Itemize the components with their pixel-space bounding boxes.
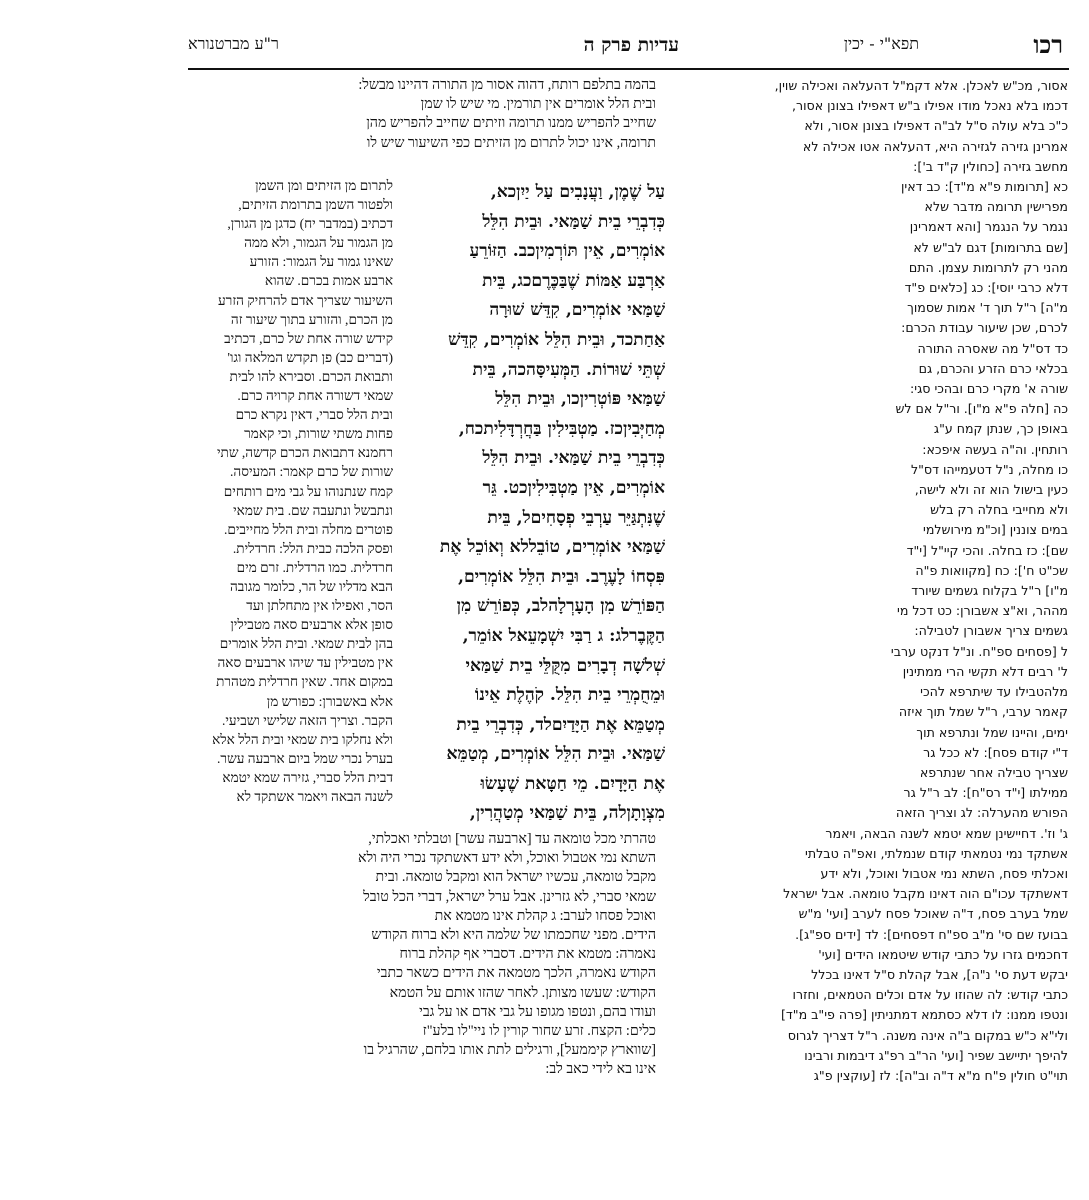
bartenura-line: לשנה הבאה ויאמר אשתקד לא [236,789,393,804]
bartenura-line: ובית הלל אומרים אין תורמין. מי שיש לו שמן [420,96,656,113]
bartenura-line: הקודש נאמרה, הלכך מטמאה את הידים כשאר כתבי [376,965,656,982]
mishnah-line: שְׁתֵּי שׁוּרוֹת. הַמְּעִיסָּהכה, בֵּית [472,359,665,380]
mishnah-line: הַקֶּבֶרלג: ג רַבִּי יִשְׁמָעֵאל אוֹמֵר, [462,625,665,646]
tiferes-line: ולא מחייבי בחלה רק בלש [930,502,1068,518]
tiferes-line: אמרינן גזירה לגזירה היא, דהעלאה אטו אכילה לא [802,138,1068,154]
tiferes-line: מ"ה] ר"ל תוך ד' אמות שסמוך [907,300,1068,316]
mishnah-line: מְחַיְּבִיןכז. מַטְבִּילִין בַּחֲרְדָּלִיתכח, [458,418,665,439]
tractate-title: עדיות פרק ה [583,34,679,56]
tiferes-line: כד דס"ל מה שאסרה התורה [917,340,1068,356]
mishnah-line: אַרְבַּע אַמּוֹת שֶׁבַּכֶּרֶםכג, בֵּית [482,270,665,291]
bartenura-line: ופסק הלכה כבית הלל: חרדלית. [232,540,393,556]
tiferes-line: כתבי קודש: לה שהוזו על אדם וכלים הטמאים, וחזרו [792,987,1068,1003]
bartenura-line: דכתיב (במדבר יח) כדגן מן הגורן, [227,216,393,232]
tiferes-line: דאשתקד עכו"ם הוה דאינו מקבל טומאה. אבל ישראל [783,886,1068,902]
bartenura-line: רחמנא דתבואת הכרם קדשה, שתי [216,445,393,461]
tiferes-line: דכמו בלא נאכל מודו אפילו ב"ש דאפילו בצונן אסור, [791,98,1068,114]
bartenura-line: בהן לבית שמאי. ובית הלל אומרים [219,636,393,652]
tiferes-line: ונטפו ממנו: לו דלא כסתמא דמתניתין [פרה פי"ב מ"ד] [781,1007,1068,1023]
bartenura-line: הבא מדליו של הר, כלומר מגובה [229,578,393,594]
bartenura-line: השתא נמי אטבול ואוכל, ולא ידע דאשתקד נכרי היה ולא [358,850,656,867]
mishnah-line: שְׁלשָׁה דְבָרִים מִקֻּלֵּי בֵית שַׁמַּאי [465,655,665,676]
mishnah-line: וּמֵחֻמְרֵי בֵית הִלֵּל. קֹהֶלֶת אֵינוֹ [474,685,665,706]
mishnah-line: אֶת הַיָּדָיִם. מֵי חַטָּאת שֶׁעָשׂוּ [480,773,665,794]
mishnah-line: עַל שֶׁמֶן, וַעֲנָבִים עַל יַיִןכא, [490,182,665,202]
mishnah-line: אוֹמְרִים, אֵין מַטְבִּילִיןכט. גֵּר [482,477,665,498]
bartenura-line: שורות של כרם קאמר: המעיסה. [230,464,393,480]
bartenura-line: טהרתי מכל טומאה עד [ארבעה עשר] וטבלתי ואכלתי, [368,831,656,847]
tiferes-line: באופן כך, שנתן קמח ע"ג [933,421,1068,437]
mishnah-line: הַפּוֹרֵשׁ מִן הָעָרְלָהלב, כְּפוֹרֵשׁ מִן [456,596,665,617]
bartenura-line: הקודש: שעשו מצותן. לאחר שהזו אותם על הטמא [389,984,656,1001]
bartenura-line: פחות משתי שורות, וכי קאמר [244,426,393,442]
commentary-label-bartenura: ר"ע מברטנורא [188,34,279,53]
mishnah-line: שַׁמַּאי פּוֹטְרִיןכו, וּבֵית הִלֵּל [495,389,665,410]
bartenura-line: שאינו גמור על הגמור: הזורע [249,254,393,270]
tiferes-line: רותחין. וה"ה בעשה איפכא: [922,441,1068,457]
tiferes-line: ואכלתי פסח, השתא נמי אטבול ואוכל, ולא ידע [820,865,1068,881]
tiferes-line: ל [פסחים ספ"ח. ונ"ל דנקט ערבי [890,643,1068,659]
bartenura-line: אין מטבילין עד שיהו ארבעים סאה [217,655,393,671]
bartenura-line: כלים: הקצח. זרע שחור קורין לו ניי"לו בלע"ז [422,1023,656,1040]
bartenura-line: מן הכרם, והזורע בתוך שיעור זה [230,311,393,327]
bartenura-line: סופן אלא ארבעים סאה מטבילין [230,617,393,633]
tiferes-line: קאמר ערבי, ר"ל שמל תוך איזה [898,704,1068,720]
tiferes-line: מחשב גזירה [כחולין ק"ד ב']: [913,158,1068,174]
bartenura-line: נאמרה: מטמא את הידים. דסברי אף קהלת ברוח [399,946,656,963]
tiferes-line: ימים, והיינו שמל ונתרפא תוך [916,724,1068,740]
bartenura-line: שמאי דשורה אחת קרויה כרם. [237,388,393,404]
tiferes-line: ממילתו [י"ד רס"ח]: לב ר"ל גר [903,785,1068,801]
bartenura-line: ארבע אמות בכרם. שהוא [264,273,393,289]
bartenura-line: ולא נחלקו בית שמאי ובית הלל אלא [212,731,393,747]
tiferes-line: כו מחלה, נ"ל דטעמייהו דס"ל [910,461,1068,477]
tiferes-line: נגמר על הנגמר [והא דאמרינן [909,219,1068,235]
bartenura-line: [שווארץ קיממעל], ורגילים לתת אותו בלחם, שהרגיל בו [363,1042,656,1059]
tiferes-line: דלא כרבי יוסי]: כג [כלאים פ"ד [904,280,1068,296]
mishnah-line: אַחַתכד, וּבֵית הִלֵּל אוֹמְרִים, קִדֵּשׁ [448,329,665,350]
tiferes-line: שכ"ט ח']: כח [מקוואות פ"ה [915,562,1068,578]
mishnah-line: שַׁמַּאי. וּבֵית הִלֵּל אוֹמְרִים, מְטַמֵּא [446,744,665,765]
tiferes-line: אשתקד נמי נטמאתי קודם שנמלתי, ואפ"ה טבלתי [805,845,1068,861]
tiferes-line: שם]: כז בחלה. והכי קיי"ל [י"ד [906,542,1068,558]
bartenura-line: שחייב להפריש ממנו תרומה וזיתים שחייב להפריש מהן [366,115,656,132]
mishnah-line: מִצְוָתָןלה, בֵּית שַׁמַּאי מְטַהֲרִין, [469,803,665,824]
commentary-label-tiferes: תפא"י - יכין [843,34,919,53]
bartenura-line: במקום אחד. שאין חרדלית מטהרת [216,674,393,690]
tiferes-line: ד"י קודם פסח]: לא ככל גר [923,744,1068,760]
mishnah-line: כְּדִבְרֵי בֵית שַׁמַּאי. וּבֵית הִלֵּל [482,448,665,469]
bartenura-line: תרומה, אינו יכול לתרום מן הזיתים כפי השיעור שיש לו [366,134,656,151]
mishnah-line: שַׁמַּאי אוֹמְרִים, קִדֵּשׁ שׁוּרָה [489,300,665,321]
tiferes-line: שורה א' מקרי כרם ובהכי סגי: [910,381,1068,397]
tiferes-line: מההר, וא"צ אשבורן: כט דכל מי [897,603,1068,619]
bartenura-line: פוטרים מחלה ובית הלל מחייבים. [223,521,393,537]
tiferes-yisrael-column [672,76,1068,1156]
bartenura-line: שמאי סברי, לא גזרינן. אבל ערל ישראל, דברי הכל טובל [363,888,656,905]
bartenura-line: ואוכל פסחו לערב: ג קהלת אינו מטמא את [434,907,656,924]
mishnah-line: כְּדִבְרֵי בֵית שַׁמַּאי. וּבֵית הִלֵּל [482,211,665,232]
tiferes-line: תוי"ט חולין פ"ח מ"א ד"ה וב"ה]: לז [עוקצין פ"ג [813,1067,1068,1083]
bartenura-line: לתרום מן הזיתים ומן השמן [255,178,393,193]
mishnah-line: שֶׁנִּתְגַּיֵּר עַרְבֵי פְסָחִיםל, בֵּית [487,507,665,528]
mishnah-line: מְטַמֵּא אֶת הַיָּדַיִםלד, כְּדִבְרֵי בֵית [456,714,665,735]
tiferes-line: ג' וז'. דחיישינן שמא יטמא לשנה הבאה, ויאמר [825,825,1068,841]
bartenura-line: אינו בא לידי כאב לב: [545,1061,656,1078]
bartenura-line: מן הגמור על הגמור, ולא ממה [244,235,393,251]
tiferes-line: שמל בערב פסח, ד"ה שאוכל פסח לערב [ועי' מ"ש [798,906,1068,922]
page-number: רכו [1033,30,1063,59]
bartenura-line: קמח שנתנוהו על גבי מים רותחים [223,483,393,499]
bartenura-line: בערל נכרי שמל ביום ארבעה עשר. [217,750,393,766]
bartenura-line: (דברים כב) פן תקדש המלאה וגו' [227,349,393,365]
bartenura-line: הסר, ואפילו אין מתחלתן ועד [246,598,393,614]
bartenura-line: הקבר. וצריך הזאה שלישי ושביעי. [221,712,393,728]
tiferes-line: בבועז שם סי' מ"ב ספ"ח דפסחים]: לד [ידים ספ"ג]. [795,926,1068,942]
bartenura-line: חרדלית. כמו הרדלית. זרם מים [236,559,393,575]
tiferes-line: כעין בישול הוא זה ולא לישה, [914,482,1068,498]
tiferes-line: אסור, מכ"ש לאכלן. אלא דקמ"ל דהעלאה ואכילה שוין, [774,78,1068,93]
tiferes-line: גשמים צריך אשבורן לטבילה: [914,623,1068,639]
bartenura-side-column [188,176,393,826]
tiferes-line: במים צוננין [וכ"מ מירושלמי [923,522,1068,538]
tiferes-line: [שם בתרומות] דגם לב"ש לא [913,239,1068,255]
running-header [188,28,1069,70]
tiferes-line: כ"כ בלא עולה ס"ל לב"ה דאפילו בצונן אסור, ולא [804,118,1068,134]
tiferes-line: כה [חלה פ"א מ"ו]. ור"ל אם לש [895,401,1068,417]
tiferes-line: מלהטבילו עד שיתרפא להכי [920,684,1068,700]
bartenura-line: ועודו בהם, ונטפו מגופו על גבי אדם או על גבי [419,1003,656,1020]
tiferes-line: לכרם, שכן שיעור עבודת הכרם: [901,320,1068,336]
bartenura-top-block [188,76,656,172]
mishnah-line: שַׁמַּאי אוֹמְרִים, טוֹבֵללא וְאוֹכֵל אֶת [439,537,665,558]
bartenura-line: השיעור שצריך אדם להרחיק הזרע [217,292,393,308]
tiferes-line: מהני רק לתרומות עצמן. התם [908,259,1068,275]
tiferes-line: בכלאי כרם הזרע והכרם, גם [918,360,1068,376]
bartenura-line: ונתבשל ונתעבה שם. בית שמאי [233,502,393,518]
bartenura-line: אלא באשבורן: כפורש מן [266,693,393,709]
tiferes-line: ולי"א כ"ש במקום ב"ה אינה משנה. ר"ל דצריך לגרוס [787,1027,1068,1043]
bartenura-line: דבית הלל סברי, גזירה שמא יטמא [222,769,393,785]
tiferes-line: ל' רבים דלא תקשי הרי ממתינין [902,663,1068,679]
mishnah-line: אוֹמְרִים, אֵין תּוֹרְמִיןכב. הַזּוֹרֵעַ [469,241,665,262]
bartenura-bottom-block [188,830,656,1145]
bartenura-line: ותבואת הכרם. וסבירא להו לבית [229,368,393,384]
bartenura-line: בהמה בתלפם רותח, דהוה אסור מן התורה דהיינו מבשל: [358,77,656,93]
tiferes-line: שצריך טבילה אחר שנתרפא [919,764,1068,780]
tiferes-line: להיפך יתיישב שפיר [ועי' הר"ב רפ"ג דיבמות ורבינו [804,1047,1068,1063]
bartenura-line: מקבל טומאה, עכשיו ישראל הוא ומקבל טומאה. ובית [375,869,656,886]
bartenura-line: הידים. מפני שחכמתו של שלמה היא ולא ברוח הקודש [371,927,656,944]
tiferes-line: הפורש מהערלה: לג וצריך הזאה [895,805,1068,821]
tiferes-line: כא [תרומות פ"א מ"ד]: כב דאין [900,179,1068,195]
bartenura-line: קידש שורה אחת של כרם, דכתיב [224,330,393,346]
bartenura-line: ובית הלל סברי, דאין נקרא כרם [235,407,393,423]
tiferes-line: דחכמים גזרו על כתבי קודש שיטמאו הידים [ועי' [818,946,1068,962]
tiferes-line: יבקש דעת סי' נ"ה], אבל קהלת ס"ל דאינו בכלל [811,966,1068,982]
bartenura-line: ולפטור השמן בתרומת הזיתים, [238,197,393,213]
tiferes-line: מ"ו] ר"ל בקלוח גשמים שיורד [911,583,1068,599]
tiferes-line: מפרישין תרומה מדבר שלא [924,199,1068,215]
mishnah-line: פִּסְחוֹ לָעֶרֶב. וּבֵית הִלֵּל אוֹמְרִים, [457,566,665,587]
mishnah-main-text [400,178,665,830]
